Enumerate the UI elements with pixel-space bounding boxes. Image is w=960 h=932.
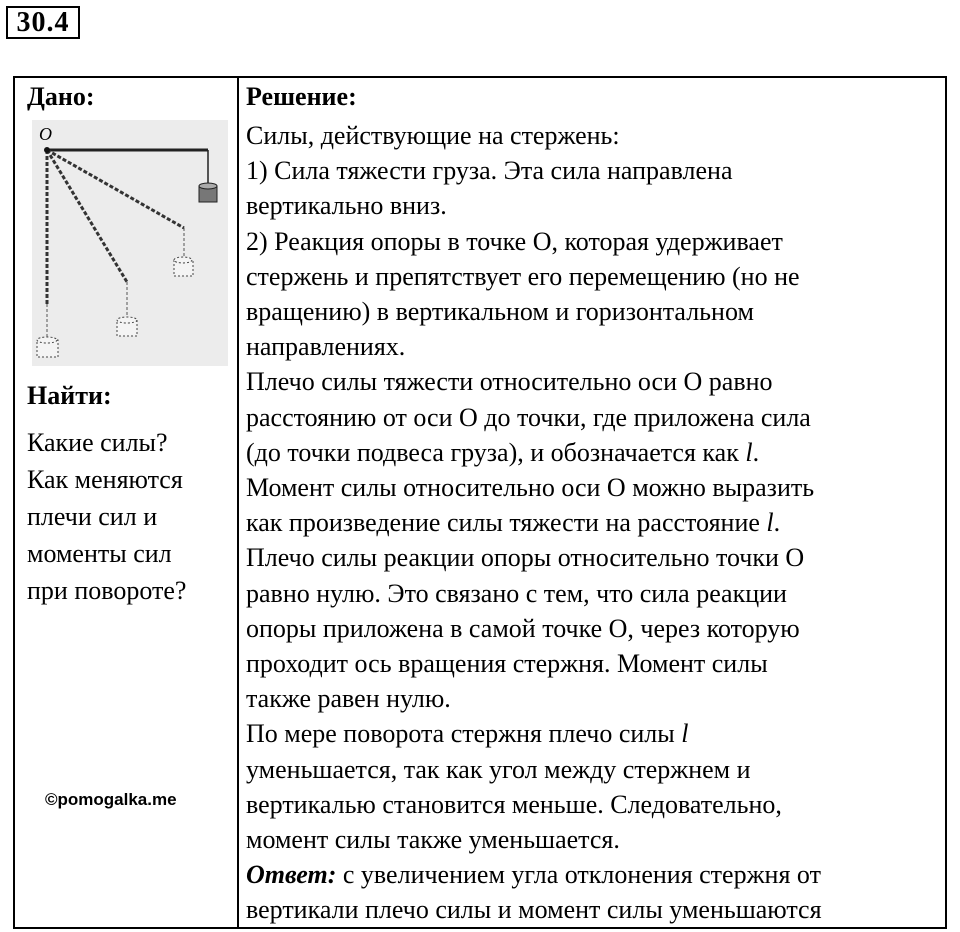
rotated-rod-2 <box>47 150 127 282</box>
solution-line <box>246 435 822 470</box>
solution-line <box>246 787 822 822</box>
given-heading: Дано: <box>27 82 95 111</box>
solution-line <box>246 224 822 259</box>
solution-line <box>246 646 822 681</box>
solution-line-text: стержень и препятствует его перемещению (но не <box>246 261 800 291</box>
watermark: ©pomogalka.me <box>45 790 177 809</box>
solution-line <box>246 822 822 857</box>
solution-line-text: Плечо силы тяжести относительно оси О равно <box>246 367 773 397</box>
solution-line-text: направлениях. <box>246 332 406 362</box>
solution-heading: Решение: <box>246 82 357 111</box>
solution-line <box>246 329 822 364</box>
find-line: Какие силы? <box>27 428 168 457</box>
solution-line-text: вращению) в вертикальном и горизонтальном <box>246 297 754 327</box>
solution-line-text: также равен нулю. <box>246 684 451 714</box>
problem-number: 30.4 <box>6 6 80 39</box>
solution-line <box>246 118 822 153</box>
pendulum-diagram <box>32 120 228 366</box>
weight-dashed-3 <box>37 337 58 357</box>
solution-line-text: равно нулю. Это связано с тем, что сила реакции <box>246 578 787 608</box>
solution-line <box>246 611 822 646</box>
solution-line-text: вертикально вниз. <box>246 191 447 221</box>
solution-line-text: 1) Сила тяжести груза. Эта сила направлена <box>246 156 733 186</box>
solution-line-text: По мере поворота стержня плечо силы <box>246 719 682 749</box>
variable-l: l <box>745 437 753 467</box>
solution-line <box>246 505 822 540</box>
solution-line-text: Силы, действующие на стержень: <box>246 121 620 150</box>
solution-line-text: расстоянию от оси О до точки, где приложена сила <box>246 402 811 432</box>
solution-line-text: Момент силы относительно оси О можно выразить <box>246 473 815 503</box>
solution-line-text: Плечо силы реакции опоры относительно точки О <box>246 543 805 573</box>
given-column <box>15 78 237 927</box>
find-line: Как меняются <box>27 465 183 494</box>
find-line: плечи сил и <box>27 502 158 531</box>
solution-line <box>246 540 822 575</box>
pivot-label: O <box>39 124 52 144</box>
solution-table <box>13 76 947 929</box>
solution-column <box>239 78 945 927</box>
variable-l: l <box>766 508 774 538</box>
pendulum-figure <box>32 120 228 366</box>
solution-line <box>246 364 822 399</box>
solution-line <box>246 576 822 611</box>
find-line: моменты сил <box>27 539 172 568</box>
solution-line <box>246 470 822 505</box>
solution-line <box>246 294 822 329</box>
solution-line <box>246 188 822 223</box>
solution-line-text: с увеличением угла отклонения стержня от <box>336 860 821 890</box>
solution-line-text: уменьшается, так как угол между стержнем и <box>246 754 751 784</box>
solution-text <box>246 118 822 928</box>
solution-line <box>246 259 822 294</box>
solution-line-text: момент силы также уменьшается. <box>246 825 620 855</box>
solution-line <box>246 400 822 435</box>
variable-l: l <box>681 719 689 749</box>
solution-line-text: проходит ось вращения стержня. Момент силы <box>246 649 768 679</box>
weight-dashed-2 <box>117 317 137 336</box>
solution-line-text: 2) Реакция опоры в точке О, которая удерживает <box>246 226 783 256</box>
solution-line-text: как произведение силы тяжести на расстояние <box>246 508 767 538</box>
weight-dashed-1 <box>174 257 193 276</box>
pivot-point <box>44 147 50 153</box>
solution-line <box>246 752 822 787</box>
find-heading: Найти: <box>27 381 112 410</box>
rotated-rod-1 <box>47 150 184 228</box>
solution-line <box>246 716 822 751</box>
find-text <box>27 424 227 609</box>
solution-line <box>246 153 822 188</box>
solution-line-text: опоры приложена в самой точке О, через которую <box>246 613 800 643</box>
solution-line-text: (до точки подвеса груза), и обозначается как <box>246 437 746 467</box>
solution-line-tail: . <box>773 508 781 538</box>
weight-solid <box>199 183 217 202</box>
solution-line <box>246 892 822 927</box>
answer-label: Ответ: <box>246 860 337 890</box>
solution-line <box>246 681 822 716</box>
solution-line-tail: . <box>752 437 760 467</box>
solution-line-text: вертикалью становится меньше. Следовательно, <box>246 789 782 819</box>
solution-line-text: вертикали плечо силы и момент силы уменьшаются <box>246 895 822 925</box>
solution-line <box>246 857 822 892</box>
find-line: при повороте? <box>27 576 187 605</box>
